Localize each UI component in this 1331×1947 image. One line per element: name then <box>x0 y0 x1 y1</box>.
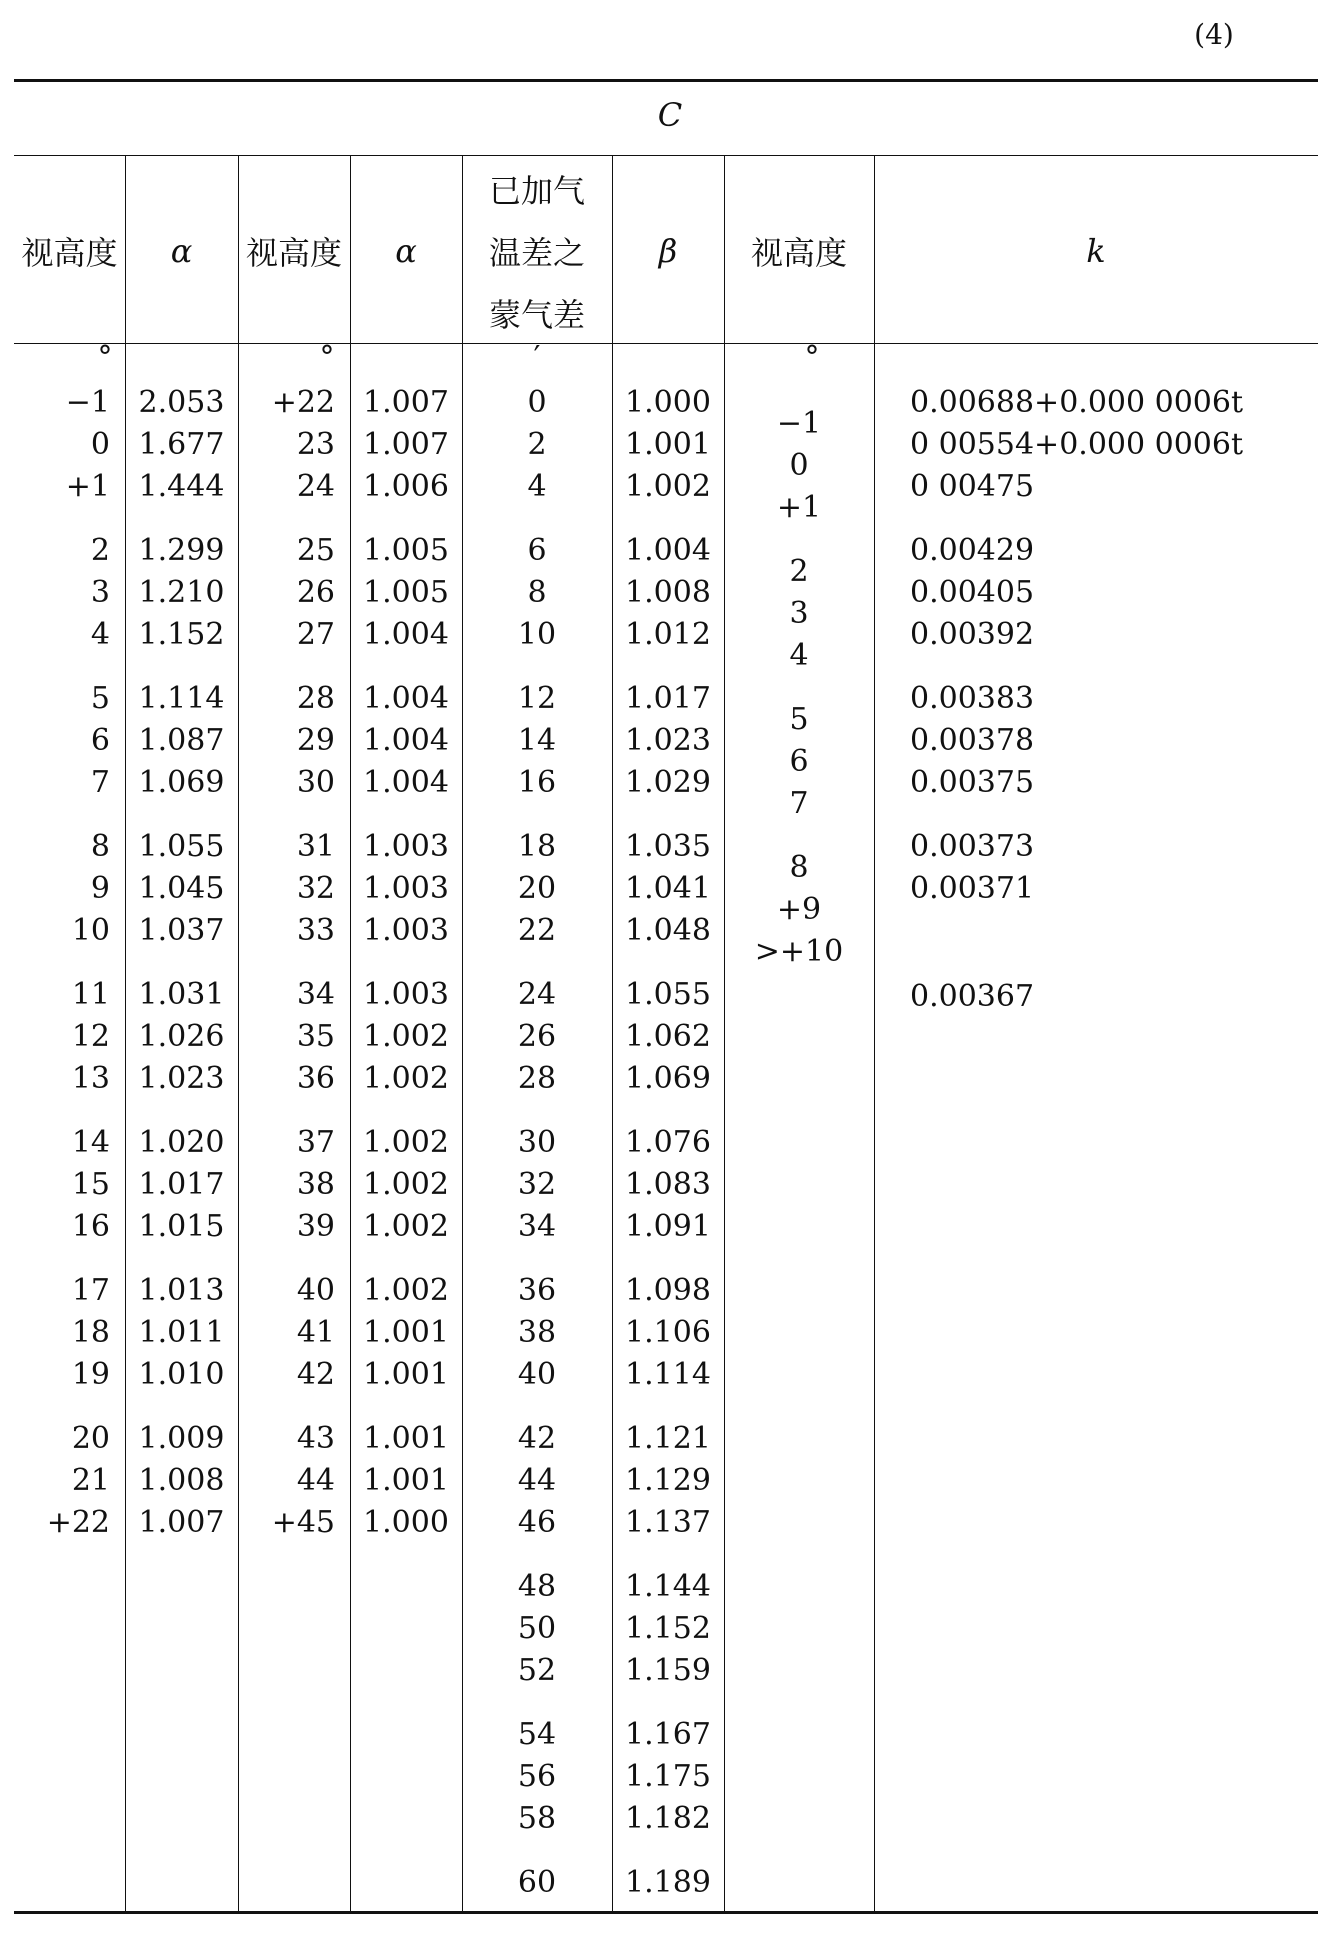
table-cell: 24 <box>517 977 557 1012</box>
table-cell: 1.003 <box>363 913 449 948</box>
table-cell: 0 00554+0.000 0006t <box>910 427 1244 462</box>
table-cell: 34 <box>296 977 335 1012</box>
table-cell: 1.000 <box>363 1505 449 1540</box>
table-cell: 1.007 <box>363 427 449 462</box>
table-cell: 0 <box>789 448 809 483</box>
table-cell: 21 <box>71 1463 110 1498</box>
table-cell: 36 <box>517 1273 557 1308</box>
table-cell: 1.023 <box>625 723 711 758</box>
table-cell: 1.004 <box>363 765 449 800</box>
table-cell: 35 <box>296 1019 335 1054</box>
table-cell: 1.001 <box>625 427 711 462</box>
table-cell: 1.023 <box>138 1061 225 1096</box>
table-cell: 1.026 <box>138 1019 225 1054</box>
table-cell: +22 <box>46 1505 110 1540</box>
table-cell: 37 <box>296 1125 335 1160</box>
header-apparent-altitude-3: 视高度 <box>750 234 847 272</box>
table-cell: 13 <box>71 1061 110 1096</box>
table-cell: 1.045 <box>138 871 225 906</box>
table-cell: 1.008 <box>625 575 711 610</box>
table-cell: 1.114 <box>138 681 225 716</box>
table-cell: 7 <box>90 765 110 800</box>
table-cell: 28 <box>296 681 335 716</box>
table-cell: 43 <box>296 1421 335 1456</box>
table-cell: 20 <box>71 1421 110 1456</box>
table-title: C <box>657 96 683 134</box>
table-cell: 41 <box>296 1315 335 1350</box>
table-cell: 1.002 <box>363 1273 449 1308</box>
top-rule <box>14 79 1318 82</box>
table-cell: 1.182 <box>625 1801 711 1836</box>
table-cell: 15 <box>71 1167 110 1202</box>
table-cell: 50 <box>517 1611 557 1646</box>
page-label: (4) <box>1194 18 1234 51</box>
table-cell: 10 <box>71 913 110 948</box>
table-cell: 8 <box>90 829 110 864</box>
table-cell: 1.004 <box>363 617 449 652</box>
table-cell: 1.010 <box>138 1357 225 1392</box>
table-cell: 9 <box>90 871 110 906</box>
table-cell: 1.106 <box>625 1315 711 1350</box>
table-cell: 1.152 <box>625 1611 711 1646</box>
table-cell: 44 <box>296 1463 335 1498</box>
table-cell: 1.003 <box>363 977 449 1012</box>
table-cell: 1.055 <box>138 829 225 864</box>
table-cell: +45 <box>271 1505 335 1540</box>
table-cell: 0.00378 <box>910 723 1035 758</box>
table-cell: 12 <box>71 1019 110 1054</box>
header-alpha-2: α <box>395 232 417 270</box>
table-cell: 60 <box>517 1865 557 1900</box>
table-cell: 4 <box>90 617 110 652</box>
header-rule <box>14 343 1318 344</box>
table-cell: 22 <box>517 913 557 948</box>
table-cell: 0.00375 <box>910 765 1035 800</box>
table-cell: 1.037 <box>138 913 225 948</box>
table-cell: 14 <box>517 723 557 758</box>
table-cell: 5 <box>90 681 110 716</box>
table-cell: 1.007 <box>138 1505 225 1540</box>
table-cell: 6 <box>789 744 809 779</box>
table-cell: 1.159 <box>625 1653 711 1688</box>
table-cell: 3 <box>90 575 110 610</box>
table-cell: 1.062 <box>625 1019 711 1054</box>
table-cell: 1.001 <box>363 1315 449 1350</box>
table-cell: 1.000 <box>625 385 711 420</box>
table-cell: 1.003 <box>363 829 449 864</box>
table-cell: 1.444 <box>138 469 225 504</box>
table-cell: 56 <box>517 1759 557 1794</box>
table-cell: 1.069 <box>138 765 225 800</box>
table-cell: 11 <box>71 977 110 1012</box>
table-cell: 0.00392 <box>910 617 1035 652</box>
table-cell: 4 <box>789 638 809 673</box>
table-cell: 18 <box>71 1315 110 1350</box>
table-cell: 2 <box>527 427 547 462</box>
table-cell: +9 <box>776 892 822 927</box>
table-cell: 1.020 <box>138 1125 225 1160</box>
table-cell: 17 <box>71 1273 110 1308</box>
table-cell: 1.004 <box>363 723 449 758</box>
table-cell: 1.002 <box>363 1125 449 1160</box>
table-cell: +1 <box>776 490 822 525</box>
table-cell: 1.175 <box>625 1759 711 1794</box>
table-cell: 27 <box>296 617 335 652</box>
table-cell: 1.015 <box>138 1209 225 1244</box>
table-cell: 1.114 <box>625 1357 711 1392</box>
table-cell: +22 <box>271 385 335 420</box>
table-cell: 40 <box>517 1357 557 1392</box>
table-cell: 58 <box>517 1801 557 1836</box>
table-cell: 1.005 <box>363 575 449 610</box>
table-cell: 0.00371 <box>910 871 1035 906</box>
table-cell: 31 <box>296 829 335 864</box>
table-cell: 1.210 <box>138 575 225 610</box>
table-cell: 1.041 <box>625 871 711 906</box>
table-cell: 48 <box>517 1569 557 1604</box>
table-cell: 1.011 <box>138 1315 225 1350</box>
table-cell: 2.053 <box>138 385 225 420</box>
table-cell: 52 <box>517 1653 557 1688</box>
table-cell: 34 <box>517 1209 557 1244</box>
table-cell: 1.189 <box>625 1865 711 1900</box>
table-cell: 12 <box>517 681 557 716</box>
table-cell: 1.167 <box>625 1717 711 1752</box>
table-cell: −1 <box>776 406 822 441</box>
table-cell: 8 <box>527 575 547 610</box>
table-cell: 0.00373 <box>910 829 1035 864</box>
table-cell: 1.029 <box>625 765 711 800</box>
table-cell: >+10 <box>754 934 844 969</box>
table-cell: 42 <box>517 1421 557 1456</box>
table-cell: 1.002 <box>363 1061 449 1096</box>
table-cell: 1.098 <box>625 1273 711 1308</box>
table-cell: 2 <box>789 554 809 589</box>
table-cell: 1.004 <box>625 533 711 568</box>
column-divider <box>874 155 875 1912</box>
unit-arcminute: ′ <box>533 340 541 375</box>
table-cell: 23 <box>296 427 335 462</box>
table-cell: −1 <box>65 385 110 420</box>
table-cell: 1.144 <box>625 1569 711 1604</box>
header-alpha-1: α <box>170 232 193 270</box>
table-cell: 24 <box>296 469 335 504</box>
table-cell: 1.137 <box>625 1505 711 1540</box>
header-refraction-line-1: 已加气 <box>488 172 585 210</box>
table-cell: 54 <box>517 1717 557 1752</box>
table-cell: 1.017 <box>625 681 711 716</box>
unit-degree-1: ° <box>97 340 113 375</box>
table-cell: 26 <box>517 1019 557 1054</box>
table-cell: 1.083 <box>625 1167 711 1202</box>
table-cell: 29 <box>296 723 335 758</box>
table-cell: 4 <box>527 469 547 504</box>
table-cell: 5 <box>789 702 809 737</box>
table-cell: 1.002 <box>363 1167 449 1202</box>
table-cell: 2 <box>90 533 110 568</box>
table-cell: 0.00383 <box>910 681 1035 716</box>
table-cell: 1.035 <box>625 829 711 864</box>
table-cell: 6 <box>527 533 547 568</box>
table-cell: 0.00367 <box>910 979 1035 1014</box>
table-cell: 16 <box>517 765 557 800</box>
table-cell: 1.007 <box>363 385 449 420</box>
table-cell: 1.031 <box>138 977 225 1012</box>
header-apparent-altitude-2: 视高度 <box>245 234 342 272</box>
table-cell: 0 <box>527 385 547 420</box>
table-cell: 6 <box>90 723 110 758</box>
table-cell: 1.677 <box>138 427 225 462</box>
table-cell: 0.00405 <box>910 575 1035 610</box>
table-cell: 1.002 <box>625 469 711 504</box>
table-cell: 46 <box>517 1505 557 1540</box>
table-cell: 30 <box>517 1125 557 1160</box>
table-cell: 7 <box>789 786 809 821</box>
table-cell: 1.003 <box>363 871 449 906</box>
table-cell: 1.299 <box>138 533 225 568</box>
table-cell: +1 <box>65 469 110 504</box>
table-cell: 0.00688+0.000 0006t <box>910 385 1244 420</box>
table-cell: 19 <box>71 1357 110 1392</box>
table-cell: 1.005 <box>363 533 449 568</box>
header-refraction-line-2: 温差之 <box>488 234 585 272</box>
table-cell: 20 <box>517 871 557 906</box>
bottom-rule <box>14 1911 1318 1914</box>
table-cell: 14 <box>71 1125 110 1160</box>
table-cell: 1.091 <box>625 1209 711 1244</box>
table-cell: 38 <box>296 1167 335 1202</box>
table-cell: 44 <box>517 1463 557 1498</box>
table-cell: 36 <box>296 1061 335 1096</box>
table-cell: 32 <box>296 871 335 906</box>
table-cell: 1.002 <box>363 1209 449 1244</box>
table-cell: 1.087 <box>138 723 225 758</box>
table-cell: 1.009 <box>138 1421 225 1456</box>
table-cell: 1.069 <box>625 1061 711 1096</box>
table-cell: 28 <box>517 1061 557 1096</box>
unit-degree-2: ° <box>319 340 335 375</box>
table-cell: 1.001 <box>363 1357 449 1392</box>
table-cell: 33 <box>296 913 335 948</box>
table-cell: 32 <box>517 1167 557 1202</box>
table-cell: 25 <box>296 533 335 568</box>
table-cell: 3 <box>789 596 809 631</box>
header-k: k <box>1086 232 1106 270</box>
table-cell: 1.002 <box>363 1019 449 1054</box>
table-cell: 0.00429 <box>910 533 1035 568</box>
table-cell: 38 <box>517 1315 557 1350</box>
table-cell: 1.017 <box>138 1167 225 1202</box>
table-cell: 1.012 <box>625 617 711 652</box>
table-cell: 1.121 <box>625 1421 711 1456</box>
unit-degree-3: ° <box>804 340 820 375</box>
table-cell: 42 <box>296 1357 335 1392</box>
table-cell: 39 <box>296 1209 335 1244</box>
table-cell: 1.008 <box>138 1463 225 1498</box>
table-cell: 0 <box>90 427 110 462</box>
table-cell: 1.152 <box>138 617 225 652</box>
table-cell: 26 <box>296 575 335 610</box>
title-rule <box>14 155 1318 156</box>
table-cell: 30 <box>296 765 335 800</box>
table-cell: 1.004 <box>363 681 449 716</box>
table-cell: 1.076 <box>625 1125 711 1160</box>
table-cell: 16 <box>71 1209 110 1244</box>
table-cell: 1.001 <box>363 1463 449 1498</box>
table-cell: 40 <box>296 1273 335 1308</box>
table-cell: 1.013 <box>138 1273 225 1308</box>
table-cell: 1.055 <box>625 977 711 1012</box>
table-cell: 18 <box>517 829 557 864</box>
header-beta: β <box>658 232 678 270</box>
table-cell: 1.006 <box>363 469 449 504</box>
table-cell: 1.001 <box>363 1421 449 1456</box>
table-cell: 1.048 <box>625 913 711 948</box>
table-cell: 0 00475 <box>910 469 1035 504</box>
header-apparent-altitude-1: 视高度 <box>21 234 118 272</box>
table-cell: 8 <box>789 850 809 885</box>
table-cell: 10 <box>517 617 557 652</box>
table-cell: 1.129 <box>625 1463 711 1498</box>
header-refraction-line-3: 蒙气差 <box>488 296 585 334</box>
